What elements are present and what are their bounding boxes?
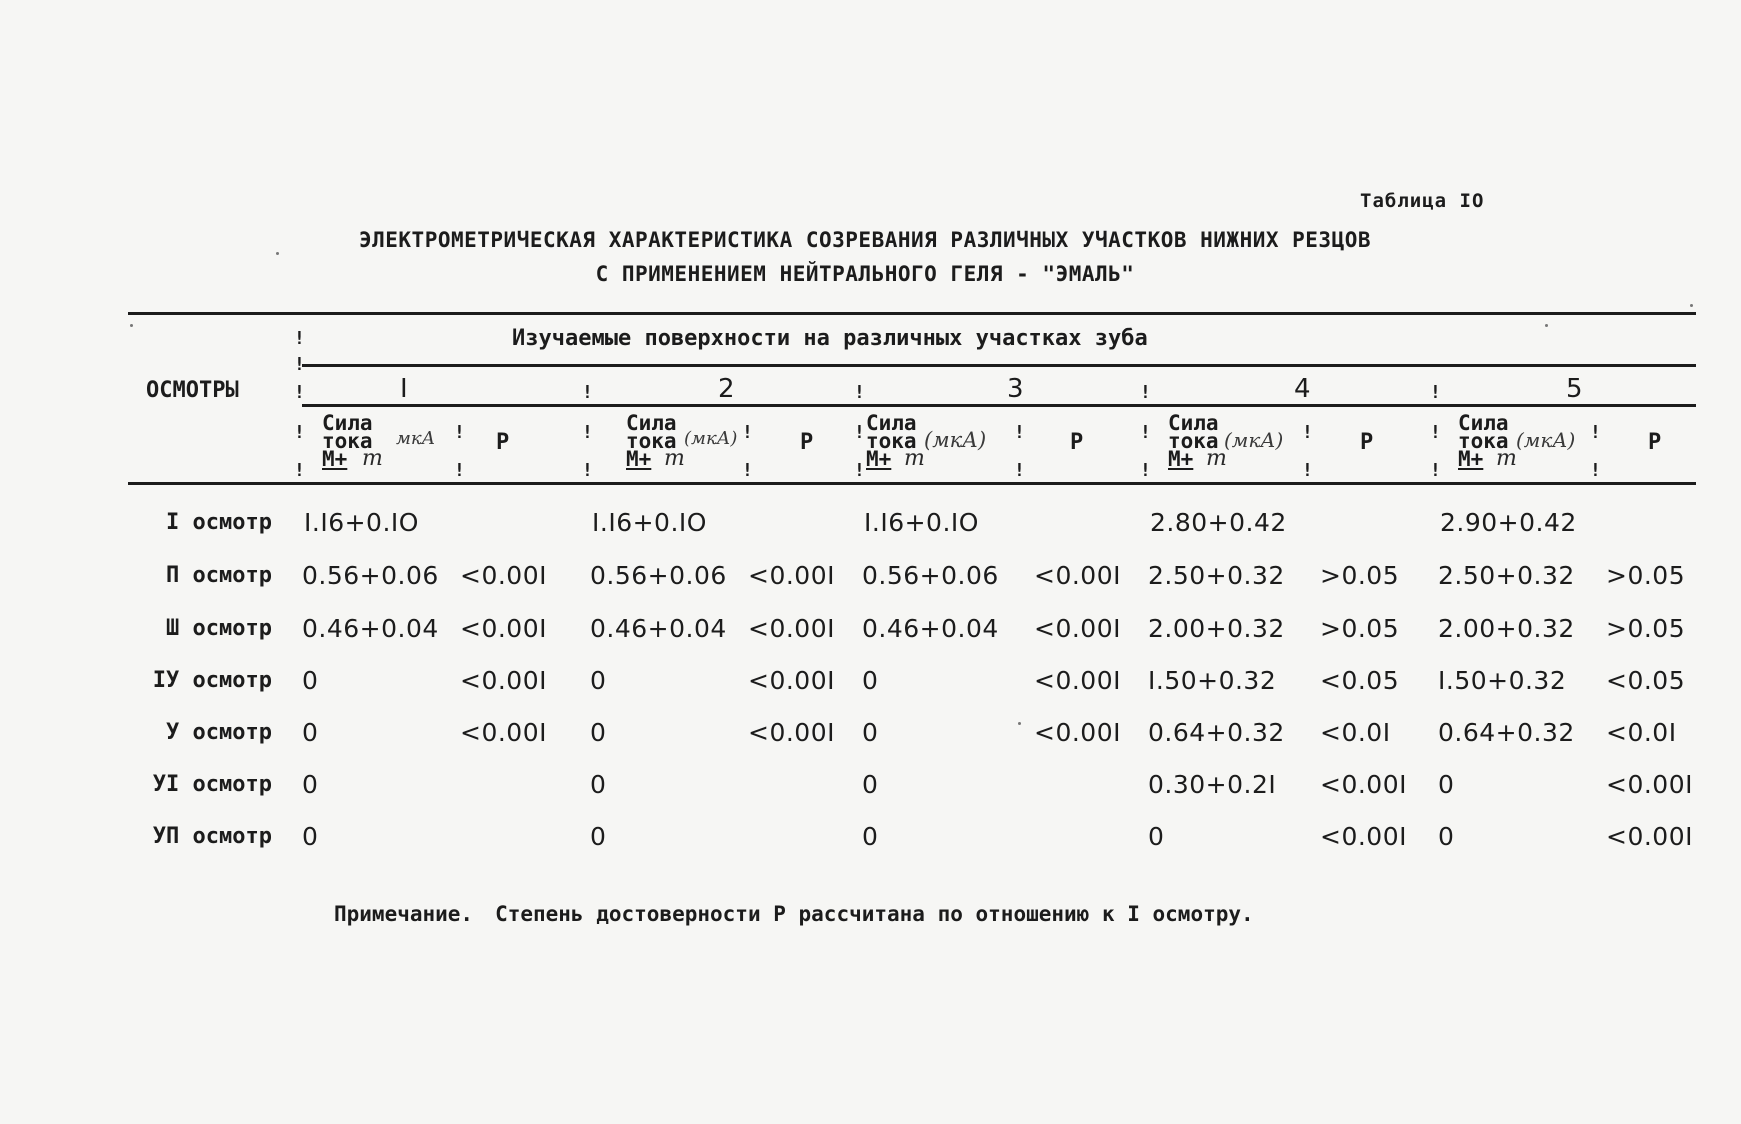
- table-cell: >0.05: [1606, 614, 1686, 643]
- header-group-rule: [302, 364, 1696, 367]
- table-cell: <0.00I: [1034, 666, 1121, 695]
- table-cell: 0: [862, 770, 879, 799]
- scan-speck: [1545, 324, 1548, 327]
- table-cell: 0.46+0.04: [862, 614, 999, 643]
- table-cell: <0.00I: [460, 666, 547, 695]
- table-cell: 0: [590, 666, 607, 695]
- scan-speck: [130, 324, 133, 327]
- row-label-7: УП осмотр: [152, 824, 272, 849]
- column-number-5: 5: [1566, 374, 1583, 404]
- table-cell: 0.46+0.04: [590, 614, 727, 643]
- unit-label-4: (мкА): [1224, 428, 1284, 452]
- table-cell: <0.0I: [1606, 718, 1677, 747]
- subheader-current-3: Сила тока М+: [866, 411, 917, 471]
- unit-label-2: (мкА): [684, 428, 738, 449]
- subheader-current-1: Сила тока М+: [322, 411, 373, 471]
- subheader-p-1: Р: [496, 430, 510, 455]
- table-cell: <0.00I: [460, 718, 547, 747]
- table-cell: 0: [862, 822, 879, 851]
- table-cell: <0.05: [1320, 666, 1400, 695]
- header-group-label: Изучаемые поверхности на различных участках зуба: [512, 326, 1148, 351]
- separator-mark: !: [1014, 460, 1025, 481]
- table-cell: <0.05: [1606, 666, 1686, 695]
- table-footnote: [334, 902, 1254, 926]
- unit-label-1: мкА: [396, 428, 436, 449]
- column-number-1: I: [400, 374, 408, 404]
- table-cell: <0.00I: [1320, 822, 1407, 851]
- table-cell: 2.80+0.42: [1150, 508, 1287, 537]
- separator-mark: !: [1140, 460, 1151, 481]
- separator-mark: !: [1140, 422, 1151, 443]
- footnote-label: Примечание.: [334, 902, 474, 926]
- table-cell: I.I6+0.IO: [592, 508, 707, 537]
- table-cell: 2.50+0.32: [1438, 561, 1575, 590]
- separator-mark: !: [1302, 460, 1313, 481]
- table-cell: I.I6+0.IO: [864, 508, 979, 537]
- handwritten-m-2: m: [664, 446, 685, 471]
- scan-speck: [276, 252, 279, 255]
- table-cell: 0: [1438, 822, 1455, 851]
- table-cell: <0.00I: [748, 561, 835, 590]
- handwritten-m-1: m: [362, 446, 383, 471]
- subheader-p-5: Р: [1648, 430, 1662, 455]
- subheader-current-2: Сила тока М+: [626, 411, 677, 471]
- separator-mark: !: [1430, 382, 1441, 403]
- separator-mark: !: [294, 354, 305, 375]
- table-cell: 0.56+0.06: [302, 561, 439, 590]
- separator-mark: !: [1014, 422, 1025, 443]
- table-cell: <0.00I: [1034, 614, 1121, 643]
- table-cell: 0: [302, 822, 319, 851]
- table-cell: 0.46+0.04: [302, 614, 439, 643]
- separator-mark: !: [294, 422, 305, 443]
- table-cell: 2.50+0.32: [1148, 561, 1285, 590]
- table-cell: <0.00I: [1034, 561, 1121, 590]
- table-cell: I.I6+0.IO: [304, 508, 419, 537]
- table-cell: <0.00I: [1606, 770, 1693, 799]
- subheader-p-2: Р: [800, 430, 814, 455]
- column-number-2: 2: [718, 374, 735, 404]
- separator-mark: !: [294, 460, 305, 481]
- separator-mark: !: [582, 422, 593, 443]
- footnote-text: Степень достоверности Р рассчитана по отношению к I осмотру.: [495, 902, 1254, 926]
- unit-label-5: (мкА): [1516, 428, 1576, 452]
- row-label-3: Ш осмотр: [166, 616, 272, 641]
- table-cell: 0.64+0.32: [1438, 718, 1575, 747]
- table-cell: <0.00I: [1320, 770, 1407, 799]
- table-cell: <0.00I: [1606, 822, 1693, 851]
- row-label-4: IУ осмотр: [152, 668, 272, 693]
- table-cell: 0: [302, 770, 319, 799]
- table-cell: 0: [862, 718, 879, 747]
- scan-speck: [1690, 304, 1693, 307]
- handwritten-m-3: m: [904, 446, 925, 471]
- header-bottom-rule: [128, 482, 1696, 485]
- separator-mark: !: [1140, 382, 1151, 403]
- header-stub-label: ОСМОТРЫ: [146, 378, 239, 403]
- subheader-p-3: Р: [1070, 430, 1084, 455]
- separator-mark: !: [1302, 422, 1313, 443]
- row-label-6: УI осмотр: [152, 772, 272, 797]
- handwritten-m-5: m: [1496, 446, 1517, 471]
- separator-mark: !: [1430, 460, 1441, 481]
- row-label-2: П осмотр: [166, 563, 272, 588]
- subheader-current-5: Сила тока М+: [1458, 411, 1509, 471]
- scan-speck: [1018, 722, 1021, 725]
- table-cell: 0: [302, 718, 319, 747]
- table-cell: 0.56+0.06: [862, 561, 999, 590]
- separator-mark: !: [294, 382, 305, 403]
- separator-mark: !: [582, 460, 593, 481]
- column-number-3: 3: [1007, 374, 1024, 404]
- separator-mark: !: [742, 422, 753, 443]
- table-number: Таблица IO: [1360, 190, 1485, 212]
- table-cell: >0.05: [1320, 614, 1400, 643]
- table-cell: 0: [590, 822, 607, 851]
- table-cell: <0.0I: [1320, 718, 1391, 747]
- table-cell: 0: [1148, 822, 1165, 851]
- header-columns-rule: [302, 404, 1696, 407]
- separator-mark: !: [454, 422, 465, 443]
- row-label-1: I осмотр: [166, 510, 272, 535]
- subheader-current-4: Сила тока М+: [1168, 411, 1219, 471]
- table-cell: >0.05: [1606, 561, 1686, 590]
- table-cell: <0.00I: [748, 718, 835, 747]
- table-cell: 0: [590, 770, 607, 799]
- table-cell: <0.00I: [748, 666, 835, 695]
- table-cell: I.50+0.32: [1438, 666, 1567, 695]
- unit-label-3: (мкА): [924, 428, 987, 452]
- table-cell: 2.00+0.32: [1438, 614, 1575, 643]
- separator-mark: !: [1430, 422, 1441, 443]
- table-cell: 0.64+0.32: [1148, 718, 1285, 747]
- table-cell: >0.05: [1320, 561, 1400, 590]
- table-cell: <0.00I: [748, 614, 835, 643]
- table-cell: 0: [302, 666, 319, 695]
- separator-mark: !: [1590, 460, 1601, 481]
- table-cell: 0: [1438, 770, 1455, 799]
- table-cell: I.50+0.32: [1148, 666, 1277, 695]
- separator-mark: !: [582, 382, 593, 403]
- separator-mark: !: [1590, 422, 1601, 443]
- table-cell: <0.00I: [460, 561, 547, 590]
- table-cell: 2.00+0.32: [1148, 614, 1285, 643]
- separator-mark: !: [454, 460, 465, 481]
- separator-mark: !: [854, 382, 865, 403]
- separator-mark: !: [854, 422, 865, 443]
- table-cell: 0: [862, 666, 879, 695]
- table-cell: 2.90+0.42: [1440, 508, 1577, 537]
- separator-mark: !: [854, 460, 865, 481]
- table-cell: <0.00I: [1034, 718, 1121, 747]
- separator-mark: !: [294, 328, 305, 349]
- table-cell: 0.56+0.06: [590, 561, 727, 590]
- table-title-line-1: ЭЛЕКТРОМЕТРИЧЕСКАЯ ХАРАКТЕРИСТИКА СОЗРЕВАНИЯ РАЗЛИЧНЫХ УЧАСТКОВ НИЖНИХ РЕЗЦОВ: [358, 228, 1372, 252]
- table-cell: 0.30+0.2I: [1148, 770, 1277, 799]
- table-top-rule: [128, 312, 1696, 315]
- column-number-4: 4: [1294, 374, 1311, 404]
- subheader-p-4: Р: [1360, 430, 1374, 455]
- table-cell: 0: [590, 718, 607, 747]
- table-title-line-2: С ПРИМЕНЕНИЕМ НЕЙТРАЛЬНОГО ГЕЛЯ - "ЭМАЛЬ": [595, 262, 1135, 286]
- handwritten-m-4: m: [1206, 446, 1227, 471]
- table-cell: <0.00I: [460, 614, 547, 643]
- row-label-5: У осмотр: [166, 720, 272, 745]
- separator-mark: !: [742, 460, 753, 481]
